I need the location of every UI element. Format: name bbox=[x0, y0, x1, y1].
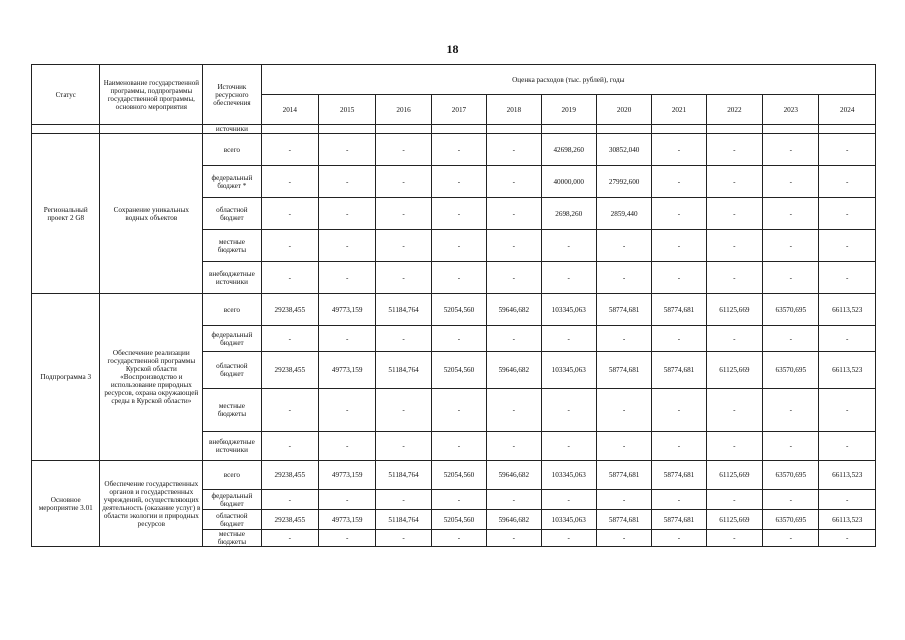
source-label: местные бюджеты bbox=[203, 230, 261, 262]
value-cell: - bbox=[541, 389, 596, 432]
value-cell: - bbox=[652, 490, 706, 510]
program-name-cell: Обеспечение государственных органов и государственных учреждений, осуществляющих деятельность (оказание услуг) в области экологии и природных ресурсов bbox=[100, 461, 203, 547]
header-year: 2018 bbox=[487, 95, 541, 125]
value-cell: - bbox=[819, 230, 876, 262]
value-cell: 66113,523 bbox=[819, 352, 876, 389]
value-cell: 61125,669 bbox=[706, 461, 762, 490]
header-year: 2019 bbox=[541, 95, 596, 125]
value-cell: - bbox=[376, 326, 431, 352]
value-cell: - bbox=[431, 432, 486, 461]
value-cell: - bbox=[261, 262, 318, 294]
source-label: федеральный бюджет * bbox=[203, 166, 261, 198]
value-cell: - bbox=[318, 432, 375, 461]
value-cell: - bbox=[819, 389, 876, 432]
continuation-row bbox=[32, 125, 876, 134]
value-cell: - bbox=[541, 262, 596, 294]
source-label: федеральный бюджет bbox=[203, 490, 261, 510]
value-cell: - bbox=[819, 490, 876, 510]
value-cell: 51184,764 bbox=[376, 352, 431, 389]
value-cell: - bbox=[487, 166, 541, 198]
value-cell: - bbox=[763, 326, 819, 352]
value-cell: - bbox=[318, 230, 375, 262]
status-cell: Подпрограмма 3 bbox=[32, 294, 100, 461]
value-cell: 66113,523 bbox=[819, 294, 876, 326]
empty-cell bbox=[819, 125, 876, 134]
value-cell: - bbox=[431, 389, 486, 432]
value-cell: - bbox=[706, 198, 762, 230]
value-cell: - bbox=[819, 326, 876, 352]
value-cell: - bbox=[652, 389, 706, 432]
program-name-cell: Обеспечение реализации государственной программы Курской области «Воспроизводство и использование природных ресурсов, охрана окружающей среды в Курской области» bbox=[100, 294, 203, 461]
header-status: Статус bbox=[32, 65, 100, 125]
value-cell: - bbox=[261, 432, 318, 461]
value-cell: 29238,455 bbox=[261, 294, 318, 326]
empty-cell bbox=[431, 125, 486, 134]
value-cell: - bbox=[376, 432, 431, 461]
value-cell: - bbox=[487, 326, 541, 352]
value-cell: - bbox=[261, 134, 318, 166]
empty-cell bbox=[261, 125, 318, 134]
value-cell: 51184,764 bbox=[376, 294, 431, 326]
value-cell: - bbox=[261, 198, 318, 230]
header-year: 2014 bbox=[261, 95, 318, 125]
empty-cell bbox=[100, 125, 203, 134]
header-year: 2015 bbox=[318, 95, 375, 125]
value-cell: 59646,682 bbox=[487, 510, 541, 530]
value-cell: - bbox=[376, 134, 431, 166]
value-cell: - bbox=[652, 230, 706, 262]
value-cell: - bbox=[706, 432, 762, 461]
value-cell: 27992,600 bbox=[596, 166, 651, 198]
value-cell: - bbox=[487, 389, 541, 432]
source-label: источники bbox=[203, 125, 261, 134]
value-cell: - bbox=[596, 230, 651, 262]
value-cell: - bbox=[763, 432, 819, 461]
table-row bbox=[32, 461, 876, 490]
value-cell: - bbox=[431, 198, 486, 230]
value-cell: 58774,681 bbox=[596, 510, 651, 530]
value-cell: - bbox=[596, 432, 651, 461]
value-cell: - bbox=[763, 490, 819, 510]
value-cell: - bbox=[541, 490, 596, 510]
value-cell: 63570,695 bbox=[763, 352, 819, 389]
value-cell: - bbox=[376, 490, 431, 510]
value-cell: - bbox=[487, 432, 541, 461]
value-cell: - bbox=[431, 326, 486, 352]
value-cell: - bbox=[376, 166, 431, 198]
value-cell: 30852,040 bbox=[596, 134, 651, 166]
value-cell: - bbox=[318, 262, 375, 294]
value-cell: - bbox=[487, 490, 541, 510]
value-cell: - bbox=[431, 490, 486, 510]
value-cell: 29238,455 bbox=[261, 352, 318, 389]
value-cell: - bbox=[261, 326, 318, 352]
source-label: федеральный бюджет bbox=[203, 326, 261, 352]
value-cell: - bbox=[541, 230, 596, 262]
empty-cell bbox=[541, 125, 596, 134]
empty-cell bbox=[487, 125, 541, 134]
value-cell: 49773,159 bbox=[318, 294, 375, 326]
header-row-1 bbox=[32, 65, 876, 95]
value-cell: - bbox=[431, 262, 486, 294]
value-cell: - bbox=[763, 262, 819, 294]
value-cell: - bbox=[706, 326, 762, 352]
value-cell: - bbox=[318, 389, 375, 432]
empty-cell bbox=[318, 125, 375, 134]
value-cell: - bbox=[318, 134, 375, 166]
value-cell: 58774,681 bbox=[652, 461, 706, 490]
value-cell: - bbox=[706, 490, 762, 510]
header-year: 2020 bbox=[596, 95, 651, 125]
value-cell: - bbox=[652, 166, 706, 198]
value-cell: - bbox=[706, 530, 762, 547]
source-label: областной бюджет bbox=[203, 510, 261, 530]
value-cell: 29238,455 bbox=[261, 510, 318, 530]
value-cell: 63570,695 bbox=[763, 510, 819, 530]
value-cell: - bbox=[261, 166, 318, 198]
value-cell: 59646,682 bbox=[487, 461, 541, 490]
value-cell: - bbox=[706, 134, 762, 166]
value-cell: - bbox=[376, 230, 431, 262]
source-label: всего bbox=[203, 134, 261, 166]
empty-cell bbox=[706, 125, 762, 134]
status-cell: Основное мероприятие 3.01 bbox=[32, 461, 100, 547]
value-cell: 103345,063 bbox=[541, 510, 596, 530]
source-label: местные бюджеты bbox=[203, 389, 261, 432]
value-cell: - bbox=[763, 134, 819, 166]
value-cell: 103345,063 bbox=[541, 461, 596, 490]
value-cell: - bbox=[261, 490, 318, 510]
value-cell: 59646,682 bbox=[487, 294, 541, 326]
value-cell: - bbox=[541, 326, 596, 352]
value-cell: 52054,560 bbox=[431, 461, 486, 490]
source-label: областной бюджет bbox=[203, 198, 261, 230]
value-cell: - bbox=[596, 326, 651, 352]
value-cell: 29238,455 bbox=[261, 461, 318, 490]
empty-cell bbox=[32, 125, 100, 134]
value-cell: 58774,681 bbox=[596, 294, 651, 326]
value-cell: - bbox=[318, 530, 375, 547]
value-cell: - bbox=[652, 262, 706, 294]
empty-cell bbox=[763, 125, 819, 134]
value-cell: - bbox=[261, 530, 318, 547]
value-cell: 51184,764 bbox=[376, 510, 431, 530]
value-cell: 42698,260 bbox=[541, 134, 596, 166]
value-cell: - bbox=[819, 262, 876, 294]
value-cell: 103345,063 bbox=[541, 294, 596, 326]
header-name: Наименование государственной программы, подпрограммы государственной программы, основного мероприятия bbox=[100, 65, 203, 125]
status-cell: Региональный проект 2 G8 bbox=[32, 134, 100, 294]
source-label: всего bbox=[203, 294, 261, 326]
value-cell: 2698,260 bbox=[541, 198, 596, 230]
value-cell: - bbox=[431, 530, 486, 547]
value-cell: 66113,523 bbox=[819, 461, 876, 490]
value-cell: - bbox=[652, 326, 706, 352]
value-cell: 63570,695 bbox=[763, 461, 819, 490]
header-estimate: Оценка расходов (тыс. рублей), годы bbox=[261, 65, 875, 95]
value-cell: - bbox=[541, 432, 596, 461]
value-cell: 61125,669 bbox=[706, 352, 762, 389]
value-cell: - bbox=[431, 134, 486, 166]
value-cell: - bbox=[376, 262, 431, 294]
value-cell: - bbox=[819, 530, 876, 547]
page-number: 18 bbox=[446, 42, 459, 56]
value-cell: - bbox=[596, 389, 651, 432]
value-cell: - bbox=[541, 530, 596, 547]
value-cell: - bbox=[706, 230, 762, 262]
value-cell: - bbox=[376, 198, 431, 230]
value-cell: 40000,000 bbox=[541, 166, 596, 198]
value-cell: - bbox=[652, 198, 706, 230]
value-cell: 59646,682 bbox=[487, 352, 541, 389]
value-cell: 51184,764 bbox=[376, 461, 431, 490]
value-cell: - bbox=[652, 134, 706, 166]
value-cell: - bbox=[487, 230, 541, 262]
value-cell: - bbox=[819, 134, 876, 166]
value-cell: - bbox=[763, 530, 819, 547]
value-cell: 2859,440 bbox=[596, 198, 651, 230]
source-label: местные бюджеты bbox=[203, 530, 261, 547]
source-label: внебюджетные источники bbox=[203, 432, 261, 461]
value-cell: - bbox=[652, 432, 706, 461]
value-cell: 61125,669 bbox=[706, 510, 762, 530]
value-cell: - bbox=[706, 166, 762, 198]
source-label: всего bbox=[203, 461, 261, 490]
header-year: 2022 bbox=[706, 95, 762, 125]
value-cell: - bbox=[318, 326, 375, 352]
value-cell: - bbox=[376, 389, 431, 432]
value-cell: - bbox=[261, 230, 318, 262]
value-cell: - bbox=[706, 262, 762, 294]
value-cell: - bbox=[763, 389, 819, 432]
value-cell: - bbox=[487, 198, 541, 230]
empty-cell bbox=[596, 125, 651, 134]
value-cell: - bbox=[261, 389, 318, 432]
value-cell: - bbox=[487, 134, 541, 166]
value-cell: - bbox=[706, 389, 762, 432]
value-cell: 58774,681 bbox=[652, 510, 706, 530]
value-cell: 63570,695 bbox=[763, 294, 819, 326]
source-label: внебюджетные источники bbox=[203, 262, 261, 294]
value-cell: - bbox=[596, 490, 651, 510]
header-year: 2017 bbox=[431, 95, 486, 125]
value-cell: 49773,159 bbox=[318, 352, 375, 389]
program-name-cell: Сохранение уникальных водных объектов bbox=[100, 134, 203, 294]
value-cell: 58774,681 bbox=[596, 352, 651, 389]
header-year: 2024 bbox=[819, 95, 876, 125]
table-row bbox=[32, 294, 876, 326]
value-cell: 52054,560 bbox=[431, 294, 486, 326]
value-cell: - bbox=[819, 432, 876, 461]
value-cell: 58774,681 bbox=[652, 352, 706, 389]
value-cell: - bbox=[763, 198, 819, 230]
value-cell: - bbox=[431, 166, 486, 198]
value-cell: - bbox=[819, 198, 876, 230]
value-cell: 58774,681 bbox=[652, 294, 706, 326]
header-year: 2016 bbox=[376, 95, 431, 125]
value-cell: 52054,560 bbox=[431, 352, 486, 389]
value-cell: - bbox=[596, 262, 651, 294]
value-cell: 52054,560 bbox=[431, 510, 486, 530]
value-cell: - bbox=[318, 198, 375, 230]
value-cell: - bbox=[763, 230, 819, 262]
value-cell: - bbox=[318, 490, 375, 510]
value-cell: 58774,681 bbox=[596, 461, 651, 490]
source-label: областной бюджет bbox=[203, 352, 261, 389]
value-cell: 66113,523 bbox=[819, 510, 876, 530]
value-cell: - bbox=[487, 530, 541, 547]
empty-cell bbox=[652, 125, 706, 134]
value-cell: 49773,159 bbox=[318, 461, 375, 490]
table-row bbox=[32, 134, 876, 166]
value-cell: - bbox=[431, 230, 486, 262]
value-cell: 103345,063 bbox=[541, 352, 596, 389]
header-year: 2021 bbox=[652, 95, 706, 125]
empty-cell bbox=[376, 125, 431, 134]
value-cell: - bbox=[596, 530, 651, 547]
value-cell: - bbox=[763, 166, 819, 198]
value-cell: - bbox=[819, 166, 876, 198]
value-cell: 49773,159 bbox=[318, 510, 375, 530]
value-cell: - bbox=[376, 530, 431, 547]
header-year: 2023 bbox=[763, 95, 819, 125]
value-cell: - bbox=[318, 166, 375, 198]
value-cell: - bbox=[487, 262, 541, 294]
budget-table bbox=[31, 64, 876, 547]
value-cell: 61125,669 bbox=[706, 294, 762, 326]
value-cell: - bbox=[652, 530, 706, 547]
header-source: Источник ресурсного обеспечения bbox=[203, 65, 261, 125]
